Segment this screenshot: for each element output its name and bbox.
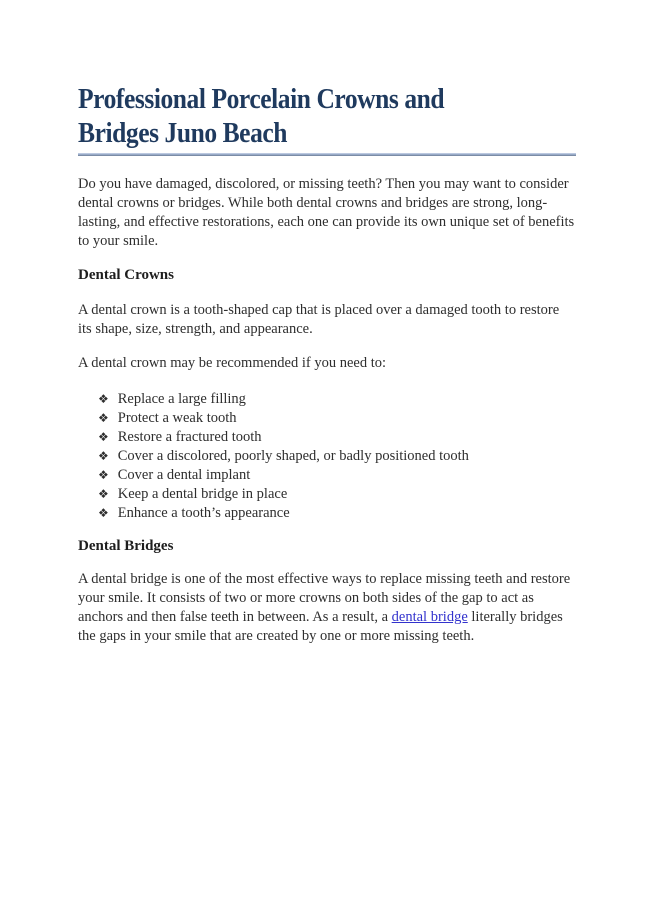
bullet-diamond-icon: ❖ [98,468,109,482]
list-item [98,409,576,428]
list-item [98,428,576,447]
section-heading-dental-bridges: Dental Bridges [78,538,174,554]
list-item [98,504,576,523]
list-item-text: Cover a dental implant [117,467,251,483]
bullet-diamond-icon: ❖ [98,430,109,444]
bullet-diamond-icon: ❖ [98,506,109,520]
list-item [98,447,576,466]
bridge-text-after-link: literally bridges the gaps in your smile that are created by one or more missing teeth. [78,609,563,644]
list-item-text: Enhance a tooth’s appearance [117,505,290,521]
list-item-text: Replace a large filling [117,391,246,407]
list-item [98,390,576,409]
crown-recommendation-lead-in: A dental crown may be recommended if you need to: [78,355,387,371]
bullet-diamond-icon: ❖ [98,487,109,501]
bullet-diamond-icon: ❖ [98,449,109,463]
list-item [98,485,576,504]
crown-benefits-list [78,390,576,523]
section-heading-dental-crowns: Dental Crowns [78,267,174,283]
title-rule [78,153,576,156]
intro-paragraph: Do you have damaged, discolored, or missing teeth? Then you may want to consider dental crowns or bridges. While both dental crowns and bridges are strong, long-lasting, and effective restorations, each one can provide its own unique set of benefits to your smile. [78,176,575,249]
bridge-text-before-link: A dental bridge is one of the most effective ways to replace missing teeth and restore your smile. It consists of two or more crowns on both sides of the gap to act as anchors and then false teeth in between. As a result, a [78,571,571,625]
bullet-diamond-icon: ❖ [98,392,109,406]
page-title: Professional Porcelain Crowns and Bridges Juno Beach [78,83,445,149]
list-item-text: Keep a dental bridge in place [117,486,288,502]
list-item-text: Protect a weak tooth [117,410,237,426]
dental-bridge-link[interactable]: dental bridge [391,609,468,625]
list-item [98,466,576,485]
crown-description-paragraph: A dental crown is a tooth-shaped cap that is placed over a damaged tooth to restore its shape, size, strength, and appearance. [78,302,560,337]
bullet-diamond-icon: ❖ [98,411,109,425]
list-item-text: Cover a discolored, poorly shaped, or badly positioned tooth [117,448,469,464]
bridge-description-paragraph [78,570,576,646]
list-item-text: Restore a fractured tooth [117,429,262,445]
